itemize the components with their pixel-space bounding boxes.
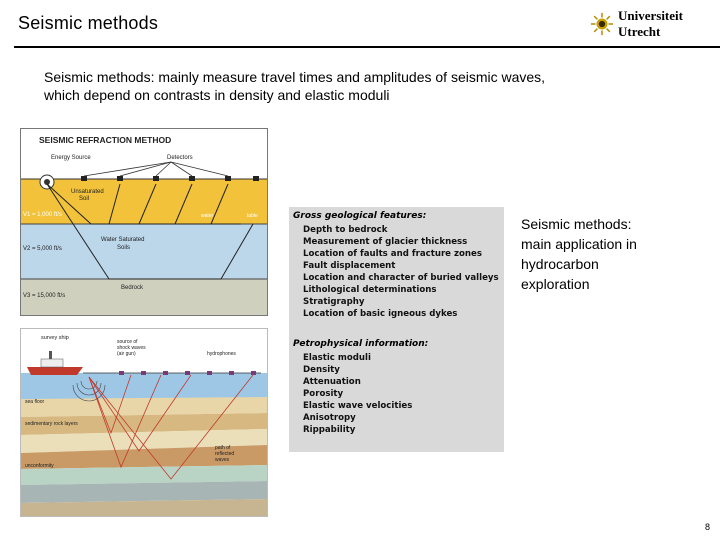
gross-feature-item: Measurement of glacier thickness xyxy=(303,237,468,247)
logo-text: Universiteit Utrecht xyxy=(617,8,683,39)
unconformity-label: unconformity xyxy=(25,463,54,469)
intro-text xyxy=(44,68,684,104)
energy-source-icon xyxy=(40,175,54,189)
v3-label: V3 = 15,000 ft/s xyxy=(23,293,66,299)
header-rule xyxy=(14,46,720,48)
v1-label: V1 = 1,000 ft/s xyxy=(23,212,62,218)
applications-list-figure xyxy=(289,207,504,452)
water-saturated-label: Water Saturated xyxy=(101,237,145,243)
refraction-method-figure xyxy=(20,128,268,316)
water-label: water xyxy=(201,213,214,219)
petrophysical-item: Density xyxy=(303,365,340,375)
petrophysical-item: Rippability xyxy=(303,425,356,435)
slide-title: Seismic methods xyxy=(18,13,159,33)
gross-feature-item: Lithological determinations xyxy=(303,285,437,295)
side-text xyxy=(521,214,671,294)
gross-feature-item: Location of basic igneous dykes xyxy=(303,309,458,319)
path-label-line2: reflected xyxy=(215,451,235,457)
petrophysical-heading: Petrophysical information: xyxy=(293,339,429,349)
gross-feature-item: Depth to bedrock xyxy=(303,225,388,235)
hydrophones-label: hydrophones xyxy=(207,351,236,357)
reflection-survey-figure xyxy=(20,328,268,517)
page-number: 8 xyxy=(704,522,710,532)
path-label-line1: path of xyxy=(215,445,231,451)
sedimentary-layers-label: sedimentary rock layers xyxy=(25,421,78,427)
gross-feature-item: Location and character of buried valleys xyxy=(303,273,499,283)
intro-line: which depend on contrasts in density and elastic moduli xyxy=(44,87,390,103)
v2-label: V2 = 5,000 ft/s xyxy=(23,246,62,252)
side-line: main application in xyxy=(521,236,637,252)
university-logo xyxy=(590,8,720,40)
refraction-figure-title: SEISMIC REFRACTION METHOD xyxy=(39,135,172,145)
side-line: hydrocarbon xyxy=(521,256,599,272)
bedrock-label: Bedrock xyxy=(121,285,144,291)
table-label: table xyxy=(247,213,258,219)
sun-emblem-icon xyxy=(590,11,614,37)
petrophysical-item: Anisotropy xyxy=(303,413,356,423)
energy-source-label: Energy Source xyxy=(51,155,91,161)
gross-feature-item: Fault displacement xyxy=(303,261,396,271)
petrophysical-item: Elastic moduli xyxy=(303,353,371,363)
gross-features-heading: Gross geological features: xyxy=(293,211,427,221)
source-label-line3: (air gun) xyxy=(117,351,136,357)
petrophysical-item: Elastic wave velocities xyxy=(303,401,413,411)
side-line: exploration xyxy=(521,276,590,292)
soils-label: Soils xyxy=(117,245,131,251)
soil-label: Soil xyxy=(79,196,90,202)
gross-feature-item: Location of faults and fracture zones xyxy=(303,249,482,259)
side-line: Seismic methods: xyxy=(521,216,632,232)
unsaturated-label: Unsaturated xyxy=(71,189,104,195)
path-label-line3: waves xyxy=(215,457,230,463)
source-label-line2: shock waves xyxy=(117,345,146,351)
petrophysical-item: Porosity xyxy=(303,389,344,399)
intro-line: Seismic methods: mainly measure travel times and amplitudes of seismic waves, xyxy=(44,69,546,85)
gross-feature-item: Stratigraphy xyxy=(303,297,365,307)
source-label-line1: source of xyxy=(117,339,138,345)
sea-floor-label: sea floor xyxy=(25,399,45,405)
survey-ship-label: survey ship xyxy=(41,335,69,341)
petrophysical-item: Attenuation xyxy=(303,377,361,387)
detectors-label: Detectors xyxy=(167,155,193,161)
